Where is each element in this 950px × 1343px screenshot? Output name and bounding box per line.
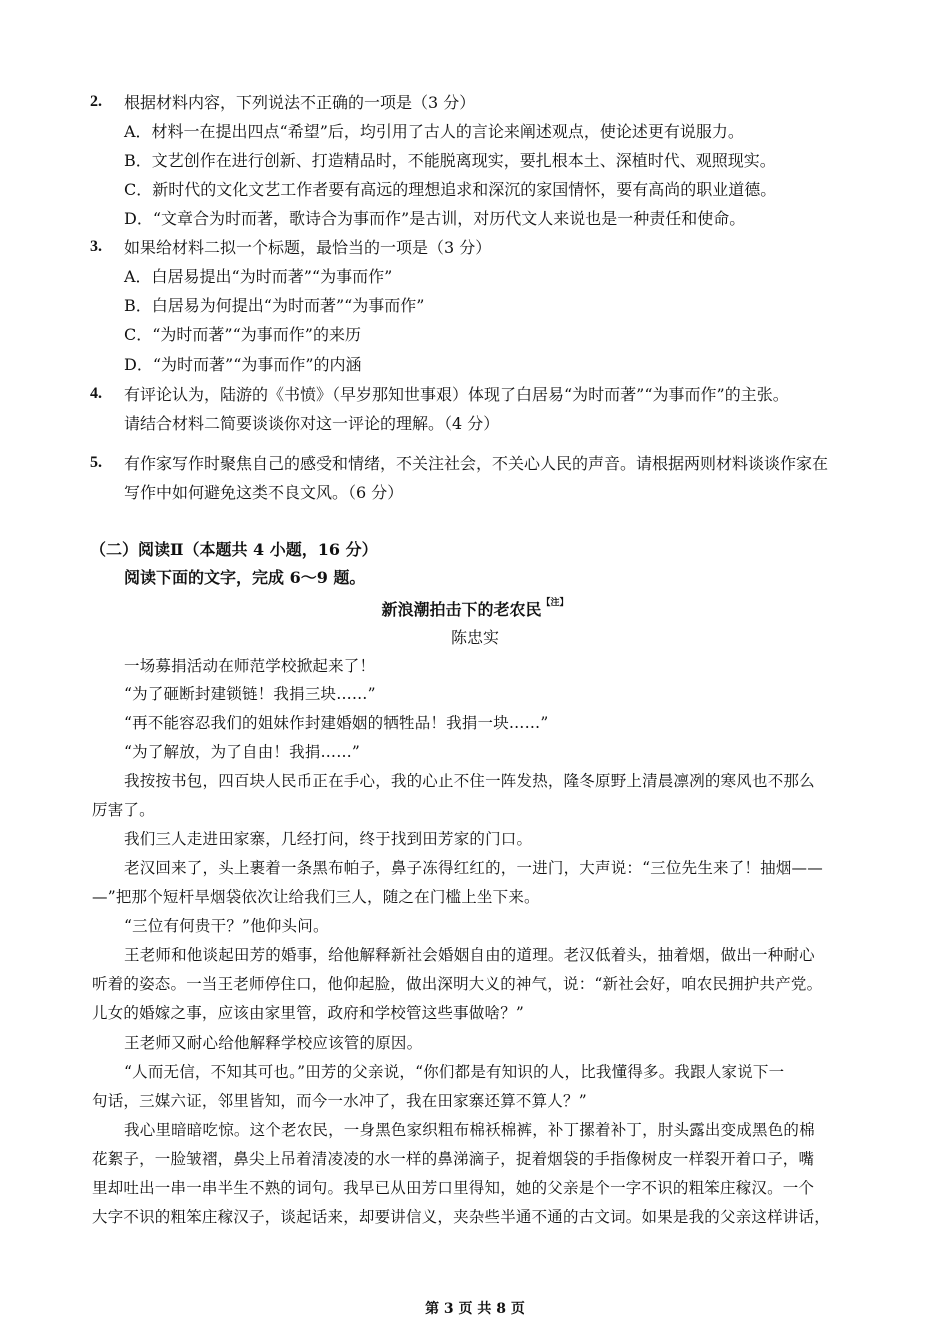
question-2-option-c: C．新时代的文化文艺工作者要有高远的理想追求和深沉的家国情怀，要有高尚的职业道德。 — [124, 180, 777, 199]
question-4-line-2: 请结合材料二简要谈谈你对这一评论的理解。（4 分） — [124, 414, 500, 433]
article-line: 听着的姿态。一当王老师停住口，他仰起脸，做出深明大义的神气，说：“新社会好，咱农民拥护共产党。 — [92, 975, 823, 993]
article-line: “为了砸断封建锁链！我捐三块……” — [124, 685, 376, 703]
question-2-stem: 根据材料内容，下列说法不正确的一项是（3 分） — [124, 93, 476, 112]
article-line: 老汉回来了，头上裹着一条黑布帕子，鼻子冻得红红的，一进门，大声说：“三位先生来了！抽烟—— — [124, 859, 823, 877]
question-3-option-d: D．“为时而著”“为事而作”的内涵 — [124, 355, 362, 374]
question-4-number: 4. — [90, 385, 102, 402]
page-footer: 第 3 页 共 8 页 — [425, 1301, 525, 1317]
question-5-line-2: 写作中如何避免这类不良文风。（6 分） — [124, 483, 404, 502]
question-3-option-a: A．白居易提出“为时而著”“为事而作” — [124, 267, 393, 286]
article-line: 大字不识的粗笨庄稼汉子，谈起话来，却要讲信义，夹杂些半通不通的古文词。如果是我的父亲这样讲话， — [92, 1208, 830, 1226]
article-line: “再不能容忍我们的姐妹作封建婚姻的牺牲品！我捐一块……” — [124, 714, 549, 732]
question-3-option-b: B．白居易为何提出“为时而著”“为事而作” — [124, 296, 425, 315]
article-line: 里却吐出一串一串半生不熟的词句。我早已从田芳口里得知，她的父亲是个一字不识的粗笨庄稼汉。一个 — [92, 1179, 815, 1197]
article-line: 一场募捐活动在师范学校掀起来了！ — [124, 657, 376, 675]
question-5-line-1: 有作家写作时聚焦自己的感受和情绪，不关注社会，不关心人民的声音。请根据两则材料谈谈作家在 — [124, 454, 829, 473]
article-line: 花絮子，一脸皱褶，鼻尖上吊着清凌凌的水一样的鼻涕滴子，捉着烟袋的手指像树皮一样裂开着口子，嘴 — [92, 1150, 815, 1168]
article-line: 我心里暗暗吃惊。这个老农民，一身黑色家织粗布棉袄棉裤，补丁摞着补丁，肘头露出变成黑色的棉 — [124, 1121, 815, 1139]
article-line: “三位有何贵干？”他仰头问。 — [124, 917, 329, 935]
article-title-text: 新浪潮拍击下的老农民 — [381, 600, 542, 619]
question-2-option-b: B．文艺创作在进行创新、打造精品时，不能脱离现实，要扎根本土、深植时代、观照现实。 — [124, 151, 776, 170]
article-line: —”把那个短杆旱烟袋依次让给我们三人，随之在门槛上坐下来。 — [92, 888, 540, 906]
question-4-line-1: 有评论认为，陆游的《书愤》（早岁那知世事艰）体现了白居易“为时而著”“为事而作”的主张。 — [124, 385, 789, 404]
article-line: 儿女的婚嫁之事，应该由家里管，政府和学校管这些事做啥？” — [92, 1004, 525, 1022]
article-line: “人而无信，不知其可也。”田芳的父亲说，“你们都是有知识的人，比我懂得多。我跟人家说下一 — [124, 1063, 785, 1081]
article-title — [0, 597, 950, 620]
article-line: 我们三人走进田家寨，几经打问，终于找到田芳家的门口。 — [124, 830, 533, 848]
question-3-number: 3. — [90, 238, 102, 255]
article-author: 陈忠实 — [450, 628, 499, 647]
question-5-number: 5. — [90, 454, 102, 471]
question-2-number: 2. — [90, 93, 102, 110]
question-3-stem: 如果给材料二拟一个标题，最恰当的一项是（3 分） — [124, 238, 492, 257]
section-heading: （二）阅读Ⅱ（本题共 4 小题，16 分） — [90, 540, 378, 559]
article-line: 句话，三媒六证，邻里皆知，而今一水冲了，我在田家寨还算不算人？” — [92, 1092, 587, 1110]
question-2-option-a: A．材料一在提出四点“希望”后，均引用了古人的言论来阐述观点，使论述更有说服力。 — [124, 122, 744, 141]
article-line: “为了解放，为了自由！我捐……” — [124, 743, 361, 761]
title-note-marker: 【注】 — [541, 598, 569, 608]
section-instruction: 阅读下面的文字，完成 6～9 题。 — [124, 568, 366, 587]
question-3-option-c: C．“为时而著”“为事而作”的来历 — [124, 325, 361, 344]
article-line: 我按按书包，四百块人民币正在手心，我的心止不住一阵发热，隆冬原野上清晨凛冽的寒风也不那么 — [124, 772, 815, 790]
article-line: 厉害了。 — [92, 801, 155, 819]
article-line: 王老师又耐心给他解释学校应该管的原因。 — [124, 1034, 423, 1052]
question-2-option-d: D．“文章合为时而著，歌诗合为事而作”是古训，对历代文人来说也是一种责任和使命。 — [124, 209, 746, 228]
article-line: 王老师和他谈起田芳的婚事，给他解释新社会婚姻自由的道理。老汉低着头，抽着烟，做出一种耐心 — [124, 946, 815, 964]
